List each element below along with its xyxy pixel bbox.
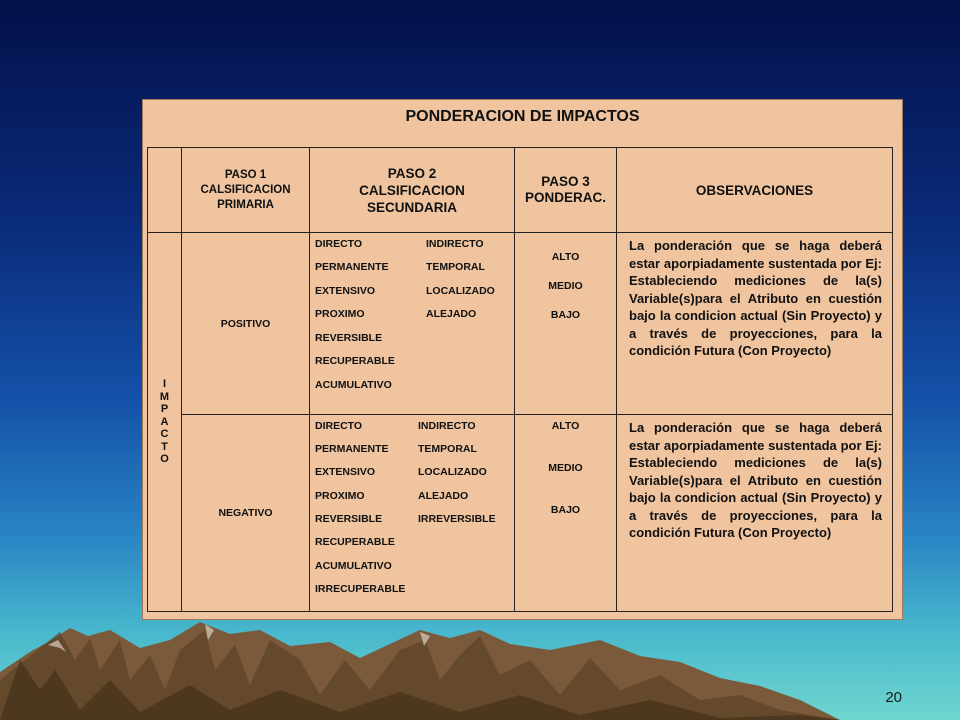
header-paso2 [310,148,515,233]
term: ALEJADO [418,490,469,502]
header-paso1-line2: CALSIFICACION [200,183,291,196]
impacto-letter: T [161,440,168,453]
header-row [148,148,893,233]
category-positivo: POSITIVO [182,233,310,415]
level: ALTO [551,420,580,432]
term: EXTENSIVO [315,466,376,478]
header-paso2-line3: SECUNDARIA [366,199,457,215]
term: PROXIMO [315,308,365,320]
term: DIRECTO [315,238,363,250]
header-empty-cell [148,148,182,233]
term: PERMANENTE [315,261,389,273]
term: LOCALIZADO [418,466,487,478]
term: DIRECTO [315,420,363,432]
term: EXTENSIVO [315,285,376,297]
level: MEDIO [548,280,583,292]
observation-text: La ponderación que se haga deberá estar aporpiadamente sustentada por Ej: Estableciendo mediciones de la(s) Variable(s)para el Atributo en cuestión bajo la condicion actual (Sin Proyecto) y a través de proyecciones, para la condición Futura (Con Proyecto) [629,420,882,540]
panel-title: PONDERACION DE IMPACTOS [405,108,640,125]
term: ACUMULATIVO [315,379,392,391]
term: TEMPORAL [426,261,485,273]
header-paso1-line1: PASO 1 [224,168,267,181]
impacto-letter: O [160,453,169,466]
level: BAJO [550,504,581,516]
header-paso2-line2: CALSIFICACION [359,182,465,198]
observation-negativo [617,415,893,612]
level: MEDIO [548,462,583,474]
level: ALTO [551,251,580,263]
impacto-letter: M [159,390,170,403]
impacto-letter: A [160,415,169,428]
term: LOCALIZADO [426,285,495,297]
header-paso3-line1: PASO 3 [541,174,590,189]
impact-weighting-panel [142,99,903,620]
term: TEMPORAL [418,443,477,455]
impacto-vertical-label [148,233,182,612]
impacto-letter: P [160,403,169,416]
term: ALEJADO [426,308,477,320]
impacto-letter: C [160,428,169,441]
terms-negativo [310,415,515,612]
table-row-negativo [148,415,893,612]
term: INDIRECTO [418,420,476,432]
term: RECUPERABLE [315,355,395,367]
impacto-letter: I [162,378,167,391]
header-paso1-line3: PRIMARIA [217,198,274,211]
term: PROXIMO [315,490,365,502]
category-negativo: NEGATIVO [182,415,310,612]
terms-positivo [310,233,515,415]
term: REVERSIBLE [315,513,383,525]
term: ACUMULATIVO [315,560,392,572]
term: INDIRECTO [426,238,484,250]
term: REVERSIBLE [315,332,383,344]
term: RECUPERABLE [315,536,395,548]
observation-text: La ponderación que se haga deberá estar aporpiadamente sustentada por Ej: Estableciendo mediciones de la(s) Variable(s)para el Atributo en cuestión bajo la condicion actual (Sin Proyecto) y a través de proyecciones, para la condición Futura (Con Proyecto) [629,238,882,358]
term: IRRECUPERABLE [315,583,406,595]
level: BAJO [550,309,581,321]
header-paso3-line2: PONDERAC. [524,190,606,205]
table-row-positivo [148,233,893,415]
page-number: 20 [885,689,902,706]
impact-table [147,147,893,612]
term: PERMANENTE [315,443,389,455]
observation-positivo [617,233,893,415]
levels-positivo [515,233,617,415]
levels-negativo [515,415,617,612]
header-observaciones: OBSERVACIONES [617,148,893,233]
header-paso2-line1: PASO 2 [387,165,437,181]
header-paso1 [182,148,310,233]
header-paso3 [515,148,617,233]
term: IRREVERSIBLE [418,513,496,525]
